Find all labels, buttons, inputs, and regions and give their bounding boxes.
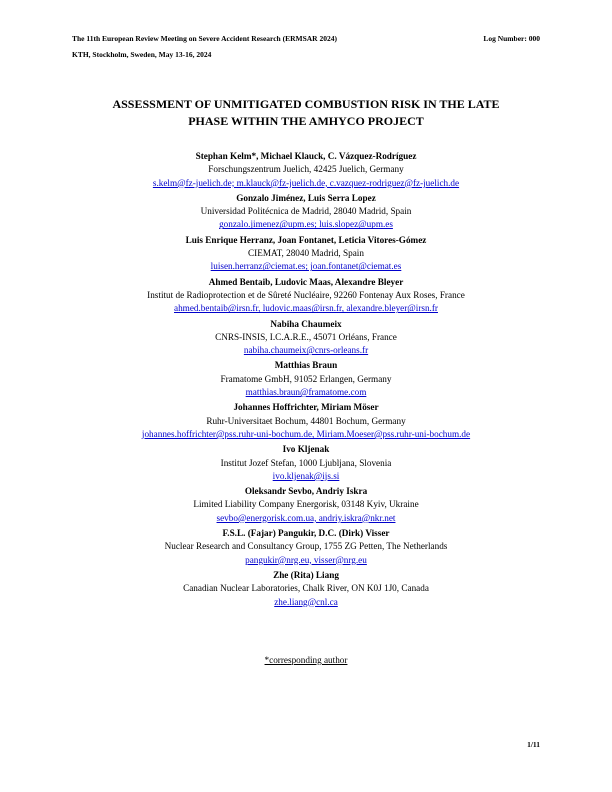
author-names: Oleksandr Sevbo, Andriy Iskra xyxy=(244,486,368,497)
affiliation-block xyxy=(60,485,552,525)
email-links[interactable]: nabiha.chaumeix@cnrs-orleans.fr xyxy=(243,345,369,356)
paper-title xyxy=(72,96,540,129)
affiliation-block xyxy=(60,276,552,316)
author-names: Stephan Kelm*, Michael Klauck, C. Vázquez-Rodríguez xyxy=(195,151,417,161)
email-links[interactable]: matthias.braun@framatome.com xyxy=(245,387,367,398)
page-number: 1/11 xyxy=(527,740,540,749)
institution: Ruhr-Universitaet Bochum, 44801 Bochum, Germany xyxy=(206,415,406,426)
email-links[interactable]: ahmed.bentaib@irsn.fr, ludovic.maas@irsn.fr, alexandre.bleyer@irsn.fr xyxy=(174,303,438,314)
title-line-2: PHASE WITHIN THE AMHYCO PROJECT xyxy=(188,113,424,128)
affiliation-block xyxy=(60,318,552,358)
author-names: Nabiha Chaumeix xyxy=(270,318,342,329)
author-names: Ivo Kljenak xyxy=(282,444,330,455)
corresponding-author-note: *corresponding author xyxy=(264,655,348,665)
institution: Limited Liability Company Energorisk, 03148 Kyiv, Ukraine xyxy=(193,499,419,510)
email-links[interactable]: gonzalo.jimenez@upm.es; luis.slopez@upm.es xyxy=(219,219,393,230)
email-links[interactable]: ivo.kljenak@ijs.si xyxy=(272,470,340,481)
email-links[interactable]: pangukir@nrg.eu, visser@nrg.eu xyxy=(245,554,367,565)
email-links[interactable]: sevbo@energorisk.com.ua, andriy.iskra@nkr.net xyxy=(216,512,396,523)
author-names: Ahmed Bentaib, Ludovic Maas, Alexandre Bleyer xyxy=(208,276,404,287)
email-links[interactable]: s.kelm@fz-juelich.de; m.klauck@fz-juelich.de, c.vazquez-rodriguez@fz-juelich.de xyxy=(152,177,460,188)
title-line-1: ASSESSMENT OF UNMITIGATED COMBUSTION RISK IN THE LATE xyxy=(112,97,500,111)
institution: Forschungszentrum Juelich, 42425 Juelich, Germany xyxy=(208,164,404,175)
institution: Canadian Nuclear Laboratories, Chalk River, ON K0J 1J0, Canada xyxy=(183,583,429,594)
affiliation-block xyxy=(60,401,552,441)
affiliation-block xyxy=(60,569,552,609)
affiliation-block xyxy=(60,527,552,567)
affiliations-list xyxy=(60,150,552,611)
affiliation-block xyxy=(60,234,552,274)
affiliation-block xyxy=(60,192,552,232)
conference-header: The 11th European Review Meeting on Severe Accident Research (ERMSAR 2024) xyxy=(72,34,337,43)
institution: CNRS-INSIS, I.C.A.R.E., 45071 Orléans, France xyxy=(215,331,397,342)
email-links[interactable]: zhe.liang@cnl.ca xyxy=(274,596,338,607)
log-number: Log Number: 000 xyxy=(483,34,540,43)
institution: Institut Jozef Stefan, 1000 Ljubljana, Slovenia xyxy=(220,457,392,468)
email-links[interactable]: luisen.herranz@ciemat.es; joan.fontanet@ciemat.es xyxy=(210,261,402,272)
author-names: Matthias Braun xyxy=(274,360,338,371)
author-names: Johannes Hoffrichter, Miriam Möser xyxy=(233,402,379,413)
institution: Institut de Radioprotection et de Sûreté Nucléaire, 92260 Fontenay Aux Roses, France xyxy=(147,289,465,300)
location-header: KTH, Stockholm, Sweden, May 13-16, 2024 xyxy=(72,50,212,59)
institution: Nuclear Research and Consultancy Group, 1755 ZG Petten, The Netherlands xyxy=(164,541,448,552)
email-links[interactable]: johannes.hoffrichter@pss.ruhr-uni-bochum.de, Miriam.Moeser@pss.ruhr-uni-bochum.de xyxy=(141,428,471,439)
author-names: Zhe (Rita) Liang xyxy=(273,569,339,580)
affiliation-block xyxy=(60,150,552,190)
author-names: Luis Enrique Herranz, Joan Fontanet, Leticia Vitores-Gómez xyxy=(185,234,427,245)
affiliation-block xyxy=(60,443,552,483)
author-names: F.S.L. (Fajar) Pangukir, D.C. (Dirk) Visser xyxy=(222,528,390,539)
affiliation-block xyxy=(60,359,552,399)
institution: Framatome GmbH, 91052 Erlangen, Germany xyxy=(220,373,392,384)
institution: Universidad Politécnica de Madrid, 28040 Madrid, Spain xyxy=(200,206,412,217)
author-names: Gonzalo Jiménez, Luis Serra Lopez xyxy=(236,192,376,203)
institution: CIEMAT, 28040 Madrid, Spain xyxy=(248,248,364,259)
